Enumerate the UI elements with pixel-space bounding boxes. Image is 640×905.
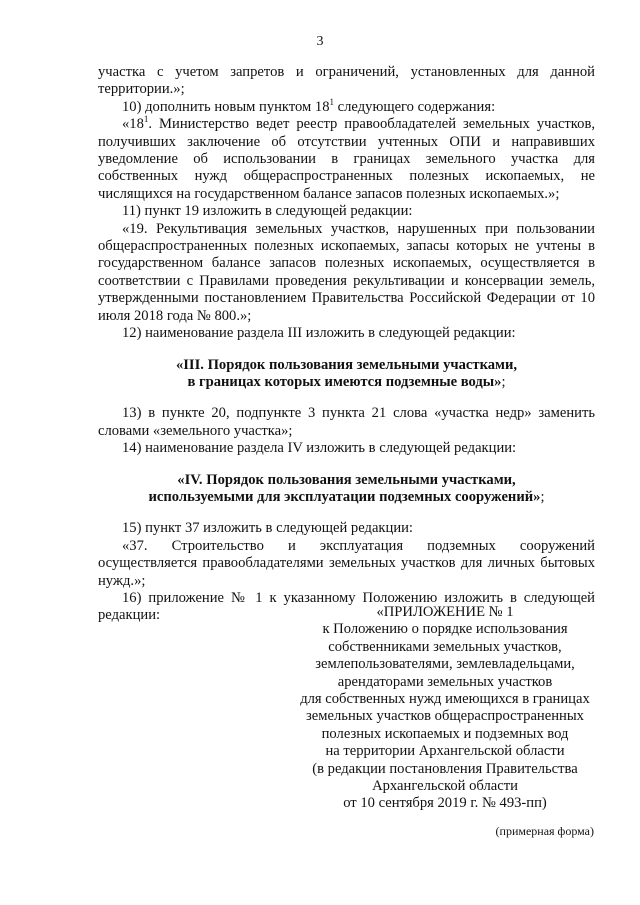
page-number: 3 [316,34,324,49]
appendix-line: к Положению о порядке использования [322,621,568,638]
paragraph-item-15: 15) пункт 37 изложить в следующей редакции: [122,520,413,537]
appendix-line: землепользователями, землевладельцами, [315,656,575,673]
appendix-line: земельных участков общераспространенных [306,708,584,725]
paragraph-item-19: «19. Рекультивация земельных участков, нарушенных при пользовании общераспространенных полезных ископаемых, запасы которых не учтены в государственном балансе запасов полезных ископаемых, осуществляется в соответствии с Правилами проведения рекультивации и консервации земель, утвержденными постановлением Правительства Российской Федерации от 10 июля 2018 года № 800.»; [98,220,595,324]
form-note: (примерная форма) [495,824,594,838]
appendix-line: собственниками земельных участков, [328,638,562,655]
section-4-heading: «IV. Порядок пользования земельными участками, используемыми для эксплуатации подземных сооружений»; [148,471,545,505]
paragraph-item-18-1: «$18^1$. Министерство ведет реестр правообладателей земельных участков, получивших заключение об отсутствии учтенных ОПИ и направивших уведомление об использовании в границах земельного участка для собственных нужд общераспространенных полезных ископаемых, не числящихся на государственном балансе запасов полезных ископаемых.»; [98,114,595,202]
paragraph-item-16: 16) приложение № 1 к указанному Положению изложить в следующей редакции: [98,589,595,624]
paragraph-item-10: 10) дополнить новым пунктом $18^1$ следующего содержания: [122,96,496,115]
appendix-line: «ПРИЛОЖЕНИЕ № 1 [376,604,514,620]
appendix-line: (в редакции постановления Правительства [312,760,578,777]
appendix-line: арендаторами земельных участков [337,673,553,690]
paragraph-item-37: «37. Строительство и эксплуатация подземных сооружений осуществляется правообладателями земельных участков для личных бытовых нужд.»; [98,537,595,589]
appendix-line: на территории Архангельской области [325,743,565,760]
paragraph-item-13: 13) в пункте 20, подпункте 3 пункта 21 слова «участка недр» заменить словами «земельного участка»; [98,405,595,439]
paragraph-item-11: 11) пункт 19 изложить в следующей редакции: [122,203,413,220]
appendix-line: от 10 сентября 2019 г. № 493-пп) [343,795,547,812]
appendix-header [290,604,600,813]
paragraph-item-14: 14) наименование раздела IV изложить в следующей редакции: [122,440,517,457]
appendix-line: для собственных нужд имеющихся в границах [300,691,590,708]
appendix-line: полезных ископаемых и подземных вод [321,725,569,742]
paragraph-item-12: 12) наименование раздела III изложить в следующей редакции: [122,325,516,342]
paragraph-continuation: участка с учетом запретов и ограничений, установленных для данной территории.»; [98,64,595,98]
section-3-heading: «III. Порядок пользования земельными участками, в границах которых имеются подземные воды»; [175,356,518,390]
document-body [98,64,595,625]
appendix-line: Архангельской области [372,778,518,795]
